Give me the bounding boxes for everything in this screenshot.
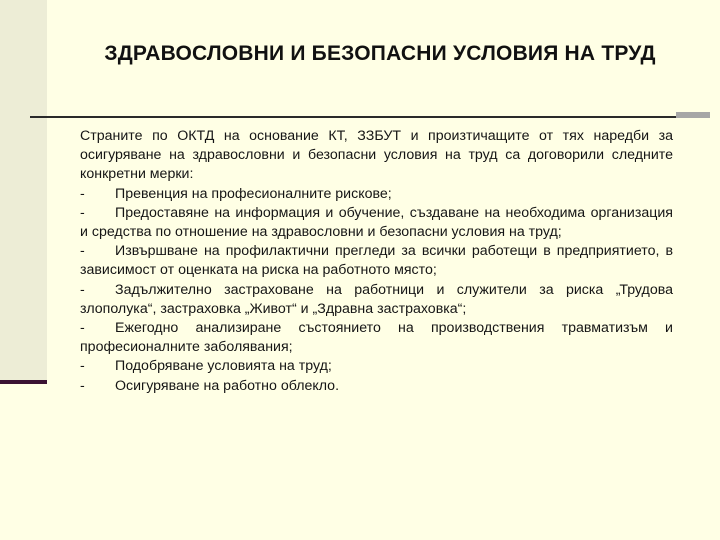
bullet-dash: - (80, 377, 85, 394)
list-item-text: Предоставяне на информация и обучение, създаване на необходима организация и средства по отношение на здравословни и безопасни условия на труд; (80, 204, 673, 241)
list-item-text: Осигуряване на работно облекло. (115, 377, 340, 394)
list-item (80, 357, 673, 376)
title-divider-accent (676, 112, 710, 118)
slide-title: ЗДРАВОСЛОВНИ И БЕЗОПАСНИ УСЛОВИЯ НА ТРУД (104, 42, 656, 65)
list-item-text: Ежегодно анализиране състоянието на производствения травматизъм и професионалните заболявания; (80, 320, 673, 356)
list-item-text: Извършване на профилактични прегледи за всички работещи в предприятието, в зависимост от оценката на риска на работното място; (80, 243, 673, 279)
bullet-dash: - (80, 358, 85, 375)
bullet-dash: - (80, 204, 85, 221)
bullet-dash: - (80, 320, 85, 337)
bullet-dash: - (80, 243, 85, 260)
title-divider (30, 116, 676, 118)
bullet-dash: - (80, 185, 85, 202)
list-item-text: Превенция на професионалните рискове; (115, 185, 392, 202)
list-item (80, 281, 673, 319)
list-item (80, 377, 673, 396)
intro-paragraph: Страните по ОКТД на основание КТ, ЗЗБУТ и произтичащите от тях наредби за осигуряване на здравословни и безопасни условия на труд са договорили следните конкретни мерки: (80, 128, 673, 183)
list-item (80, 319, 673, 357)
list-item (80, 185, 673, 204)
left-accent-bar-end (0, 380, 47, 384)
list-item (80, 242, 673, 280)
list-item-text: Задължително застраховане на работници и служители за риска „Трудова злополука“, застраховка „Живот“ и „Здравна застраховка“; (80, 281, 673, 317)
list-item (80, 204, 673, 242)
left-accent-bar (0, 0, 47, 382)
list-item-text: Подобряване условията на труд; (115, 358, 332, 375)
slide-body (80, 127, 673, 396)
bullet-dash: - (80, 281, 85, 298)
